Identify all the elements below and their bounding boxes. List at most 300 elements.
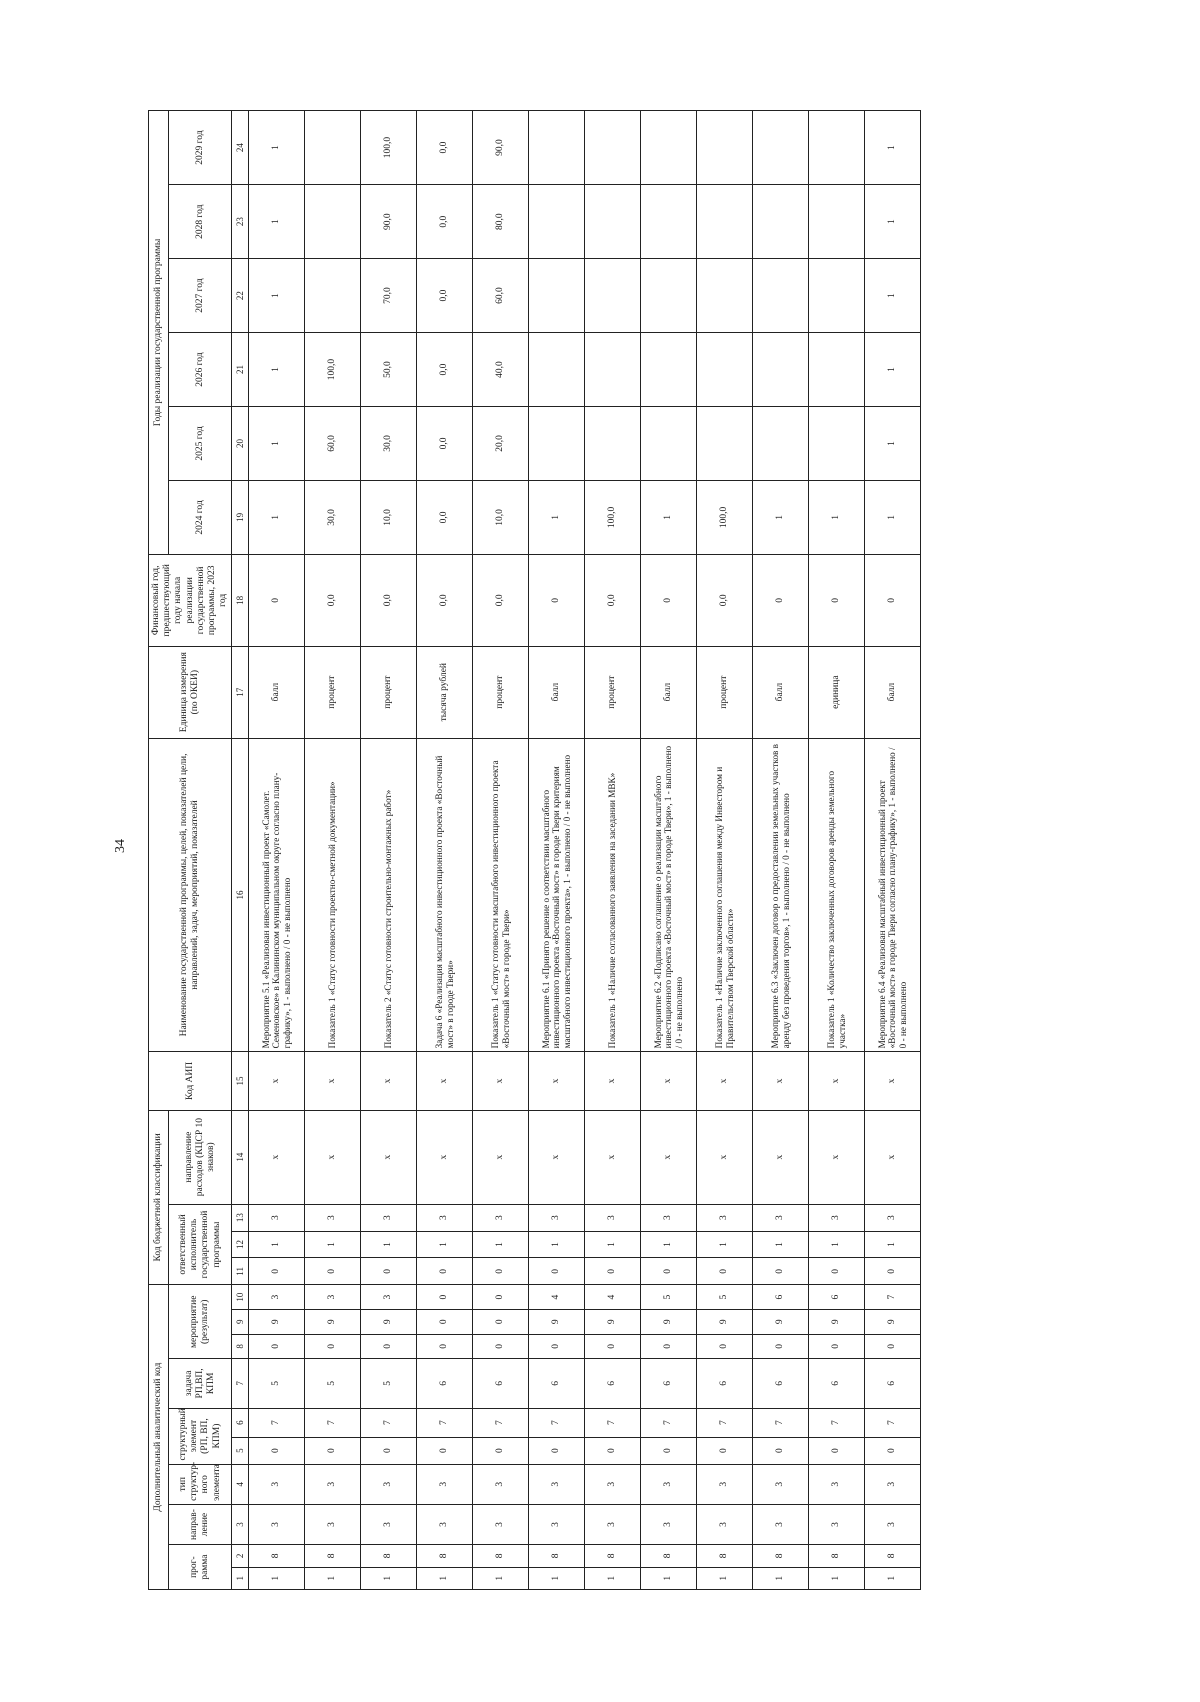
code-cell: 1 (361, 1567, 417, 1589)
unit-cell: балл (249, 646, 305, 738)
code-cell: х (753, 1110, 809, 1204)
code-cell: 3 (641, 1464, 697, 1504)
code-cell: х (585, 1052, 641, 1110)
header-expense: направление расходов (КЦСР 10 знаков) (169, 1110, 232, 1204)
year-value-cell (585, 407, 641, 481)
code-cell: 7 (865, 1408, 921, 1437)
code-cell: 7 (249, 1408, 305, 1437)
code-cell: 3 (249, 1204, 305, 1231)
code-cell: 3 (585, 1464, 641, 1504)
year-value-cell: 1 (529, 480, 585, 554)
header-years-group: Годы реализации государственной программы (149, 111, 169, 555)
column-number: 17 (232, 646, 249, 738)
code-cell: 1 (249, 1567, 305, 1589)
header-responsible: ответственный исполнитель государственной программы (169, 1204, 232, 1285)
code-cell: 0 (697, 1258, 753, 1285)
code-cell: х (361, 1052, 417, 1110)
code-cell: 3 (865, 1464, 921, 1504)
code-cell: 0 (361, 1334, 417, 1359)
code-cell: 0 (753, 1334, 809, 1359)
code-cell: 9 (697, 1309, 753, 1334)
code-cell: 5 (641, 1285, 697, 1310)
year-value-cell: 80,0 (473, 185, 529, 259)
code-cell: х (361, 1110, 417, 1204)
code-cell: 1 (305, 1231, 361, 1258)
code-cell: 8 (697, 1545, 753, 1567)
unit-cell: тысяча рублей (417, 646, 473, 738)
code-cell: 0 (529, 1437, 585, 1464)
code-cell: х (641, 1052, 697, 1110)
table-row (809, 111, 865, 1590)
code-cell: 0 (305, 1334, 361, 1359)
header-base-year: Финансовый год, предшествующий году начала реализации государственной программы, 2023 год (149, 554, 232, 646)
code-cell: 1 (529, 1231, 585, 1258)
code-cell: 0 (249, 1258, 305, 1285)
year-value-cell (305, 259, 361, 333)
year-value-cell (753, 259, 809, 333)
code-cell: 3 (473, 1504, 529, 1544)
header-event: мероприятие (результат) (169, 1285, 232, 1359)
column-number: 11 (232, 1258, 249, 1285)
code-cell: 3 (641, 1204, 697, 1231)
code-cell: 7 (473, 1408, 529, 1437)
code-cell: х (529, 1052, 585, 1110)
code-cell: 3 (473, 1204, 529, 1231)
code-cell: 3 (305, 1504, 361, 1544)
year-value-cell: 1 (249, 111, 305, 185)
code-cell: х (697, 1052, 753, 1110)
item-name-cell: Показатель 1 «Наличие согласованного заявления на заседании МВК» (585, 738, 641, 1052)
item-name-cell: Мероприятие 5.1 «Реализован инвестиционный проект «Самолет. Семеновское» в Калининском муниципальном округе согласно плану-графику», 1 - выполнено / 0 - не выполнено (249, 738, 305, 1052)
year-value-cell (585, 333, 641, 407)
code-cell: 6 (473, 1359, 529, 1408)
code-cell: 8 (585, 1545, 641, 1567)
unit-cell: процент (361, 646, 417, 738)
header-additional-code: Дополнительный аналитический код (149, 1285, 169, 1590)
code-cell: 0 (865, 1258, 921, 1285)
year-value-cell: 100,0 (585, 480, 641, 554)
item-name-cell: Показатель 1 «Статус готовности масштабного инвестиционного проекта «Восточный мост» в городе Твери» (473, 738, 529, 1052)
header-row-1 (149, 111, 169, 1590)
year-value-cell: 0,0 (417, 259, 473, 333)
header-task: задача РП,ВП, КПМ (169, 1359, 232, 1408)
year-value-cell (585, 111, 641, 185)
unit-cell: процент (473, 646, 529, 738)
code-cell: 7 (865, 1285, 921, 1310)
code-cell: 7 (305, 1408, 361, 1437)
code-cell: 3 (865, 1504, 921, 1544)
header-struct-type: тип структур-ного элемента (169, 1464, 232, 1504)
code-cell: 9 (753, 1309, 809, 1334)
program-table (148, 110, 921, 1590)
year-value-cell (753, 407, 809, 481)
code-cell: 3 (417, 1204, 473, 1231)
code-cell: 6 (809, 1359, 865, 1408)
code-cell: 3 (249, 1504, 305, 1544)
year-value-cell: 90,0 (473, 111, 529, 185)
code-cell: х (473, 1110, 529, 1204)
code-cell: 5 (249, 1359, 305, 1408)
rotated-table-wrapper (148, 110, 1052, 1590)
table-row (753, 111, 809, 1590)
code-cell: 8 (249, 1545, 305, 1567)
header-unit: Единица измерения (по ОКЕИ) (149, 646, 232, 738)
year-value-cell (641, 333, 697, 407)
code-cell: 7 (585, 1408, 641, 1437)
page-number: 34 (113, 839, 128, 853)
table-row (249, 111, 305, 1590)
code-cell: 3 (697, 1204, 753, 1231)
column-number: 21 (232, 333, 249, 407)
code-cell: 0 (305, 1258, 361, 1285)
base-year-cell: 0,0 (585, 554, 641, 646)
column-numbers-row (232, 111, 249, 1590)
code-cell: 0 (809, 1334, 865, 1359)
code-cell: 0 (417, 1437, 473, 1464)
code-cell: 1 (585, 1567, 641, 1589)
unit-cell: балл (753, 646, 809, 738)
header-year: 2024 год (169, 480, 232, 554)
year-value-cell (641, 185, 697, 259)
base-year-cell: 0 (809, 554, 865, 646)
code-cell: х (249, 1110, 305, 1204)
code-cell: 4 (529, 1285, 585, 1310)
code-cell: 9 (529, 1309, 585, 1334)
item-name-cell: Мероприятие 6.3 «Заключен договор о предоставлении земельных участков в аренду без проведения торгов», 1 - выполнено / 0 - не выполнено (753, 738, 809, 1052)
code-cell: 3 (753, 1204, 809, 1231)
column-number: 6 (232, 1408, 249, 1437)
code-cell: 5 (305, 1359, 361, 1408)
code-cell: 0 (417, 1258, 473, 1285)
header-direction: направ-ление (169, 1504, 232, 1544)
code-cell: 0 (305, 1437, 361, 1464)
code-cell: 1 (249, 1231, 305, 1258)
header-budget-code: Код бюджетной классификации (149, 1110, 169, 1285)
year-value-cell: 1 (641, 480, 697, 554)
code-cell: 3 (417, 1464, 473, 1504)
code-cell: 3 (865, 1204, 921, 1231)
base-year-cell: 0 (865, 554, 921, 646)
year-value-cell: 1 (249, 407, 305, 481)
code-cell: 3 (361, 1464, 417, 1504)
year-value-cell (753, 111, 809, 185)
year-value-cell: 1 (865, 333, 921, 407)
code-cell: 8 (865, 1545, 921, 1567)
code-cell: 3 (697, 1464, 753, 1504)
year-value-cell: 10,0 (473, 480, 529, 554)
column-number: 4 (232, 1464, 249, 1504)
code-cell: 1 (865, 1567, 921, 1589)
code-cell: 0 (417, 1285, 473, 1310)
column-number: 19 (232, 480, 249, 554)
table-body (249, 111, 921, 1590)
code-cell: 3 (641, 1504, 697, 1544)
column-number: 10 (232, 1285, 249, 1310)
code-cell: 0 (865, 1334, 921, 1359)
year-value-cell: 1 (249, 480, 305, 554)
code-cell: х (753, 1052, 809, 1110)
code-cell: 8 (529, 1545, 585, 1567)
year-value-cell: 0,0 (417, 480, 473, 554)
code-cell: 3 (305, 1464, 361, 1504)
code-cell: х (697, 1110, 753, 1204)
code-cell: 6 (865, 1359, 921, 1408)
year-value-cell: 1 (865, 259, 921, 333)
code-cell: 0 (641, 1437, 697, 1464)
item-name-cell: Мероприятие 6.4 «Реализован масштабный инвестиционный проект «Восточный мост» в городе Твери согласно плану-графику», 1 - выполнено / 0 - не выполнено (865, 738, 921, 1052)
column-number: 18 (232, 554, 249, 646)
header-code-aip: Код АИП (149, 1052, 232, 1110)
year-value-cell: 100,0 (305, 333, 361, 407)
column-number: 14 (232, 1110, 249, 1204)
column-number: 24 (232, 111, 249, 185)
item-name-cell: Мероприятие 6.2 «Подписано соглашение о реализации масштабного инвестиционного проекта «Восточный мост» в городе Твери», 1 - выполнено / 0 - не выполнено (641, 738, 697, 1052)
unit-cell: процент (305, 646, 361, 738)
code-cell: 0 (249, 1334, 305, 1359)
year-value-cell: 1 (753, 480, 809, 554)
code-cell: 9 (641, 1309, 697, 1334)
column-number: 1 (232, 1567, 249, 1589)
code-cell: 0 (753, 1437, 809, 1464)
code-cell: 3 (305, 1285, 361, 1310)
year-value-cell: 0,0 (417, 407, 473, 481)
year-value-cell (305, 185, 361, 259)
code-cell: 3 (417, 1504, 473, 1544)
year-value-cell (641, 407, 697, 481)
header-year: 2028 год (169, 185, 232, 259)
code-cell: 0 (473, 1437, 529, 1464)
code-cell: 0 (809, 1258, 865, 1285)
base-year-cell: 0 (249, 554, 305, 646)
code-cell: 7 (529, 1408, 585, 1437)
year-value-cell: 1 (249, 185, 305, 259)
code-cell: 9 (305, 1309, 361, 1334)
year-value-cell: 90,0 (361, 185, 417, 259)
code-cell: х (641, 1110, 697, 1204)
code-cell: 4 (585, 1285, 641, 1310)
code-cell: 0 (865, 1437, 921, 1464)
year-value-cell (809, 111, 865, 185)
column-number: 23 (232, 185, 249, 259)
code-cell: 0 (473, 1334, 529, 1359)
code-cell: 6 (753, 1285, 809, 1310)
code-cell: 1 (753, 1231, 809, 1258)
code-cell: 0 (529, 1334, 585, 1359)
code-cell: 0 (753, 1258, 809, 1285)
base-year-cell: 0 (641, 554, 697, 646)
unit-cell: балл (865, 646, 921, 738)
base-year-cell: 0,0 (417, 554, 473, 646)
code-cell: х (809, 1110, 865, 1204)
year-value-cell (809, 407, 865, 481)
header-year: 2029 год (169, 111, 232, 185)
year-value-cell (753, 185, 809, 259)
column-number: 12 (232, 1231, 249, 1258)
code-cell: 6 (417, 1359, 473, 1408)
year-value-cell: 100,0 (361, 111, 417, 185)
code-cell: 5 (697, 1285, 753, 1310)
year-value-cell (809, 333, 865, 407)
code-cell: 3 (585, 1204, 641, 1231)
year-value-cell: 1 (249, 333, 305, 407)
year-value-cell: 60,0 (473, 259, 529, 333)
code-cell: 0 (417, 1309, 473, 1334)
year-value-cell (529, 111, 585, 185)
code-cell: 3 (529, 1464, 585, 1504)
table-row (305, 111, 361, 1590)
year-value-cell (529, 259, 585, 333)
code-cell: 3 (585, 1504, 641, 1544)
year-value-cell: 70,0 (361, 259, 417, 333)
code-cell: 6 (697, 1359, 753, 1408)
code-cell: 7 (417, 1408, 473, 1437)
code-cell: 1 (529, 1567, 585, 1589)
code-cell: 8 (641, 1545, 697, 1567)
table-row (585, 111, 641, 1590)
column-number: 7 (232, 1359, 249, 1408)
code-cell: 1 (473, 1567, 529, 1589)
year-value-cell: 30,0 (361, 407, 417, 481)
code-cell: 3 (753, 1464, 809, 1504)
code-cell: х (417, 1110, 473, 1204)
code-cell: 0 (641, 1258, 697, 1285)
code-cell: 6 (641, 1359, 697, 1408)
table-row (641, 111, 697, 1590)
code-cell: 1 (809, 1567, 865, 1589)
code-cell: 9 (249, 1309, 305, 1334)
base-year-cell: 0,0 (361, 554, 417, 646)
header-year: 2026 год (169, 333, 232, 407)
column-number: 8 (232, 1334, 249, 1359)
header-year: 2027 год (169, 259, 232, 333)
year-value-cell (641, 259, 697, 333)
code-cell: 8 (361, 1545, 417, 1567)
code-cell: 0 (249, 1437, 305, 1464)
code-cell: 9 (361, 1309, 417, 1334)
code-cell: 0 (585, 1437, 641, 1464)
code-cell: 7 (753, 1408, 809, 1437)
year-value-cell: 40,0 (473, 333, 529, 407)
code-cell: 3 (249, 1285, 305, 1310)
code-cell: 8 (417, 1545, 473, 1567)
unit-cell: процент (697, 646, 753, 738)
unit-cell: балл (641, 646, 697, 738)
year-value-cell: 1 (809, 480, 865, 554)
code-cell: 7 (641, 1408, 697, 1437)
code-cell: 1 (865, 1231, 921, 1258)
base-year-cell: 0,0 (697, 554, 753, 646)
item-name-cell: Задача 6 «Реализация масштабного инвестиционного проекта «Восточный мост» в городе Твери» (417, 738, 473, 1052)
code-cell: 0 (473, 1285, 529, 1310)
year-value-cell (809, 185, 865, 259)
year-value-cell (697, 333, 753, 407)
column-number: 2 (232, 1545, 249, 1567)
year-value-cell (529, 333, 585, 407)
code-cell: 3 (361, 1204, 417, 1231)
code-cell: 3 (697, 1504, 753, 1544)
code-cell: 9 (585, 1309, 641, 1334)
year-value-cell (809, 259, 865, 333)
year-value-cell: 20,0 (473, 407, 529, 481)
table-row (361, 111, 417, 1590)
year-value-cell (697, 185, 753, 259)
code-cell: 0 (529, 1258, 585, 1285)
code-cell: 0 (473, 1258, 529, 1285)
code-cell: х (249, 1052, 305, 1110)
header-name: Наименование государственной программы, целей, показателей цели, направлений, задач, мероприятий, показателей (149, 738, 232, 1052)
code-cell: х (305, 1110, 361, 1204)
code-cell: х (529, 1110, 585, 1204)
year-value-cell: 50,0 (361, 333, 417, 407)
year-value-cell (585, 185, 641, 259)
year-value-cell (753, 333, 809, 407)
table-row (697, 111, 753, 1590)
code-cell: 6 (585, 1359, 641, 1408)
code-cell: 6 (753, 1359, 809, 1408)
year-value-cell: 0,0 (417, 111, 473, 185)
code-cell: х (809, 1052, 865, 1110)
code-cell: 9 (809, 1309, 865, 1334)
code-cell: 1 (809, 1231, 865, 1258)
year-value-cell: 1 (865, 185, 921, 259)
year-value-cell (529, 407, 585, 481)
column-number: 5 (232, 1437, 249, 1464)
item-name-cell: Показатель 2 «Статус готовности строительно-монтажных работ» (361, 738, 417, 1052)
table-row (865, 111, 921, 1590)
code-cell: 8 (473, 1545, 529, 1567)
code-cell: 1 (641, 1567, 697, 1589)
code-cell: 0 (361, 1437, 417, 1464)
column-number: 15 (232, 1052, 249, 1110)
code-cell: 3 (809, 1204, 865, 1231)
code-cell: 1 (753, 1567, 809, 1589)
code-cell: 0 (417, 1334, 473, 1359)
table-row (529, 111, 585, 1590)
year-value-cell: 0,0 (417, 333, 473, 407)
code-cell: 5 (361, 1359, 417, 1408)
year-value-cell (585, 259, 641, 333)
code-cell: 0 (361, 1258, 417, 1285)
code-cell: 6 (529, 1359, 585, 1408)
code-cell: 0 (697, 1334, 753, 1359)
code-cell: 1 (417, 1567, 473, 1589)
code-cell: 3 (249, 1464, 305, 1504)
column-number: 22 (232, 259, 249, 333)
header-struct-element: структурный элемент (РП, ВП, КПМ) (169, 1408, 232, 1464)
table-row (473, 111, 529, 1590)
column-number: 13 (232, 1204, 249, 1231)
base-year-cell: 0 (529, 554, 585, 646)
code-cell: 1 (473, 1231, 529, 1258)
code-cell: 0 (809, 1437, 865, 1464)
year-value-cell: 1 (865, 480, 921, 554)
header-program: прог-рамма (169, 1545, 232, 1590)
code-cell: х (865, 1052, 921, 1110)
year-value-cell (697, 111, 753, 185)
code-cell: 3 (473, 1464, 529, 1504)
code-cell: 3 (753, 1504, 809, 1544)
code-cell: 0 (585, 1258, 641, 1285)
code-cell: 8 (809, 1545, 865, 1567)
code-cell: 1 (697, 1567, 753, 1589)
code-cell: 1 (417, 1231, 473, 1258)
code-cell: 3 (809, 1464, 865, 1504)
code-cell: 0 (641, 1334, 697, 1359)
code-cell: 7 (361, 1408, 417, 1437)
base-year-cell: 0,0 (473, 554, 529, 646)
code-cell: 1 (697, 1231, 753, 1258)
code-cell: 3 (809, 1504, 865, 1544)
